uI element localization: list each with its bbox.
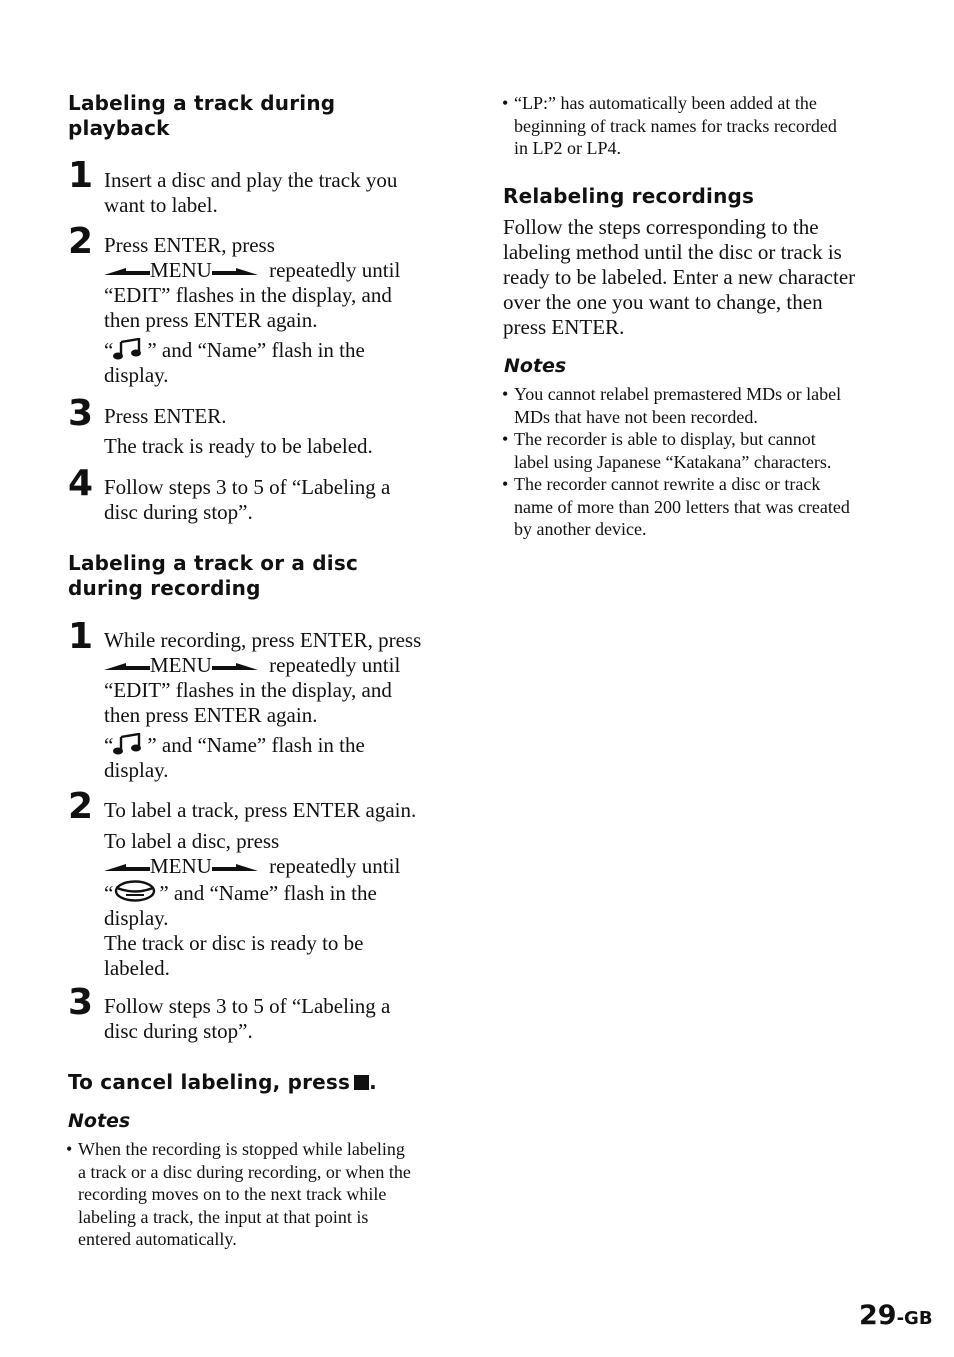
step-text	[104, 829, 400, 981]
text-line: disc during stop”.	[104, 1019, 253, 1043]
left-arrow-icon	[104, 661, 150, 673]
lp-note	[514, 92, 837, 160]
text-line: Follow steps 3 to 5 of “Labeling a	[104, 475, 391, 499]
note-item	[514, 473, 850, 541]
text-line: ready to be labeled. Enter a new character	[503, 265, 856, 289]
text-line: The track or disc is ready to be	[104, 931, 364, 955]
heading-line: Labeling a track or a disc	[68, 551, 359, 575]
step-number-1: 1	[68, 155, 94, 196]
music-note-icon	[113, 338, 147, 360]
text-line-menu	[104, 854, 400, 879]
text-line: in LP2 or LP4.	[514, 138, 622, 158]
step-text	[104, 733, 365, 783]
menu-label: MENU	[150, 854, 212, 878]
text-line: by another device.	[514, 519, 647, 539]
text-line: “LP:” has automatically been added at the	[514, 93, 817, 113]
bullet-icon: •	[66, 1139, 73, 1159]
heading-line: Labeling a track during	[68, 91, 336, 115]
bullet-icon: •	[502, 474, 509, 494]
heading-line: during recording	[68, 576, 261, 600]
text-line: a track or a disc during recording, or when the	[78, 1161, 411, 1182]
relabel-paragraph	[503, 215, 855, 340]
left-arrow-icon	[104, 266, 150, 278]
step-text	[104, 233, 400, 333]
menu-label: MENU	[150, 653, 212, 677]
text-line: then press ENTER again.	[104, 308, 318, 332]
notes-heading: Notes	[68, 1110, 131, 1132]
text-span: “	[104, 338, 114, 362]
text-line: Follow steps 3 to 5 of “Labeling a	[104, 994, 391, 1018]
text-span: “	[104, 881, 114, 905]
text-line: press ENTER.	[503, 315, 625, 339]
text-line: disc during stop”.	[104, 500, 253, 524]
note-item	[514, 428, 831, 473]
text-line: entered automatically.	[78, 1229, 237, 1249]
step-number-2: 2	[68, 221, 94, 262]
left-arrow-icon	[104, 862, 150, 874]
bullet-icon: •	[502, 384, 509, 404]
text-span: To cancel labeling, press	[68, 1070, 351, 1094]
note-bullet	[502, 473, 508, 496]
text-line: MDs that have not been recorded.	[514, 406, 758, 427]
text-line: labeling a track, the input at that point is	[78, 1206, 369, 1227]
text-span: ” and “Name” flash in the	[159, 881, 377, 905]
text-line: name of more than 200 letters that was created	[514, 496, 850, 517]
heading-relabeling: Relabeling recordings	[503, 184, 755, 208]
step-text	[104, 628, 421, 728]
text-line: display.	[104, 906, 169, 930]
text-span: ” and “Name” flash in the	[147, 733, 365, 757]
music-note-icon	[113, 733, 147, 755]
text-line: beginning of track names for tracks recorded	[514, 115, 837, 136]
text-line-menu	[104, 258, 400, 283]
text-span: repeatedly until	[269, 258, 401, 282]
note-bullet	[66, 1138, 72, 1161]
text-line: The recorder is able to display, but cannot	[514, 429, 816, 449]
text-line	[104, 338, 365, 363]
page-number	[859, 1300, 933, 1331]
text-line: When the recording is stopped while labeling	[78, 1139, 405, 1159]
right-arrow-icon	[212, 266, 258, 278]
text-line: then press ENTER again.	[104, 703, 318, 727]
heading-labeling-track-playback	[68, 91, 335, 141]
text-line: Press ENTER, press	[104, 233, 275, 257]
step-text: To label a track, press ENTER again.	[104, 798, 417, 822]
step-number-4: 4	[68, 463, 94, 504]
step-number-3: 3	[68, 982, 94, 1023]
text-span: ” and “Name” flash in the	[147, 338, 365, 362]
bullet-icon: •	[502, 93, 509, 113]
bullet-icon: •	[502, 429, 509, 449]
text-line-menu	[104, 653, 421, 678]
text-line: While recording, press ENTER, press	[104, 628, 422, 652]
text-line: recording moves on to the next track while	[78, 1184, 387, 1204]
step-text	[104, 338, 365, 388]
text-line: Insert a disc and play the track you	[104, 168, 398, 192]
step-text	[104, 168, 397, 218]
step-text: The track is ready to be labeled.	[104, 434, 373, 458]
text-line: You cannot relabel premastered MDs or label	[514, 384, 842, 404]
step-number-3: 3	[68, 393, 94, 434]
step-number-1: 1	[68, 616, 94, 657]
text-line: want to label.	[104, 193, 218, 217]
notes-heading: Notes	[504, 355, 567, 377]
step-text: Press ENTER.	[104, 404, 227, 428]
page-number-suffix: -GB	[896, 1308, 933, 1329]
text-span: repeatedly until	[269, 854, 401, 878]
text-line	[104, 733, 365, 758]
text-line: “EDIT” flashes in the display, and	[104, 283, 392, 307]
text-line: The recorder cannot rewrite a disc or track	[514, 474, 821, 494]
note-item	[78, 1138, 411, 1251]
disc-icon	[113, 879, 159, 903]
stop-square-icon	[354, 1075, 369, 1090]
text-line: To label a disc, press	[104, 829, 280, 853]
text-line: labeled.	[104, 956, 170, 980]
step-number-2: 2	[68, 786, 94, 827]
step-text	[104, 994, 390, 1044]
text-line: “EDIT” flashes in the display, and	[104, 678, 392, 702]
step-text	[104, 475, 390, 525]
note-bullet	[502, 92, 508, 115]
text-span: repeatedly until	[269, 653, 401, 677]
note-bullet	[502, 383, 508, 406]
text-line: over the one you want to change, then	[503, 290, 823, 314]
page-number-value: 29	[859, 1300, 897, 1331]
note-item	[514, 383, 841, 428]
text-line	[104, 879, 400, 906]
text-span: .	[369, 1070, 377, 1094]
menu-label: MENU	[150, 258, 212, 282]
heading-labeling-during-recording	[68, 551, 358, 601]
text-span: “	[104, 733, 114, 757]
text-line: display.	[104, 758, 169, 782]
heading-line: playback	[68, 116, 170, 140]
right-arrow-icon	[212, 862, 258, 874]
note-bullet	[502, 428, 508, 451]
text-line: Follow the steps corresponding to the	[503, 215, 819, 239]
text-line: label using Japanese “Katakana” characters.	[514, 451, 832, 472]
text-line: labeling method until the disc or track is	[503, 240, 842, 264]
text-line: display.	[104, 363, 169, 387]
cancel-labeling-heading	[68, 1070, 377, 1095]
right-arrow-icon	[212, 661, 258, 673]
